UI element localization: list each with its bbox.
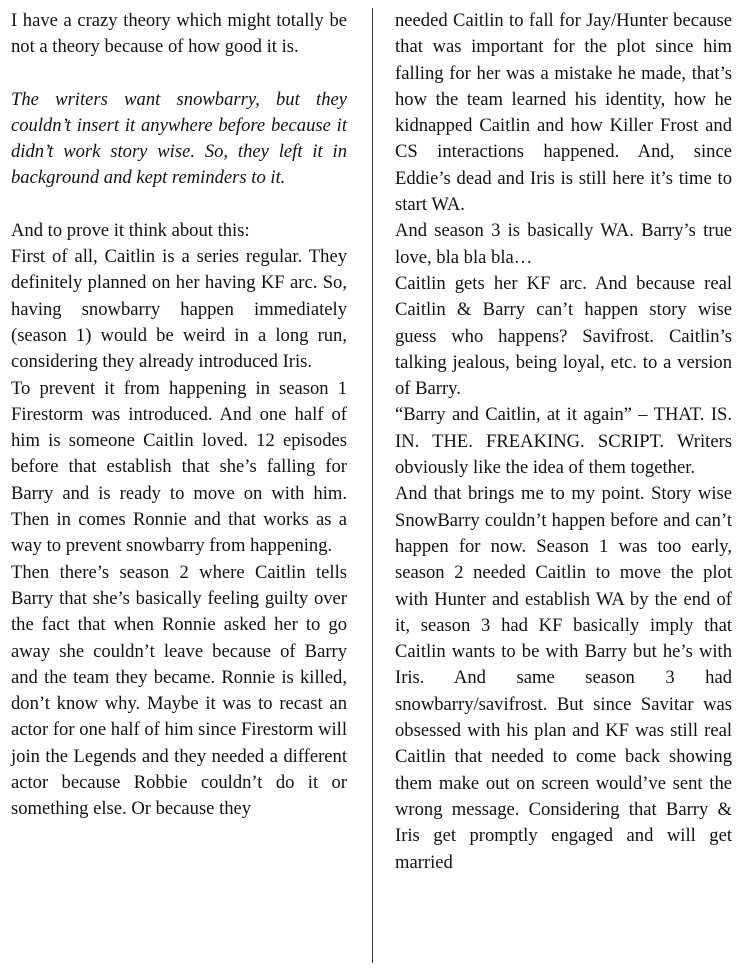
column-divider bbox=[372, 8, 373, 963]
paragraph: First of all, Caitlin is a series regular. They definitely planned on her having KF arc. So, having snowbarry happen immediately (season 1) would be weird in a long run, considering they already introduced Iris. bbox=[11, 246, 347, 373]
paragraph: And season 3 is basically WA. Barry’s true love, bla bla bla… bbox=[395, 220, 732, 268]
paragraph: “Barry and Caitlin, at it again” – THAT. IS. IN. THE. FREAKING. SCRIPT. Writers obviously like the idea of them together. bbox=[395, 404, 732, 479]
paragraph: And to prove it think about this: bbox=[11, 219, 250, 241]
left-column bbox=[11, 8, 347, 823]
paragraph: And that brings me to my point. Story wise SnowBarry couldn’t happen before and can’t happen for now. Season 1 was too early, season 2 needed Caitlin to move the plot with Hunter and establish WA by the end of it, season 3 had KF basically imply that Caitlin wants to be with Barry but he’s with Iris. And same season 3 had snowbarry/savifrost. But since Savitar was obsessed with his plan and KF was still real Caitlin that needed to come back showing them make out on screen would’ve sent the wrong message. Considering that Barry & Iris get promptly engaged and will get married bbox=[395, 483, 732, 873]
paragraph: needed Caitlin to fall for Jay/Hunter because that was important for the plot since him falling for her was a mistake he made, that’s how the team learned his identity, how he kidnapped Caitlin and how Killer Frost and CS interactions happened. And, since Eddie’s dead and Iris is still here it’s time to start WA. bbox=[395, 10, 732, 216]
paragraph: I have a crazy theory which might totally be not a theory because of how good it is. bbox=[11, 10, 347, 58]
paragraph: To prevent it from happening in season 1 Firestorm was introduced. And one half of him is someone Caitlin loved. 12 episodes before that establish that she’s falling for Barry and is ready to move on with him. Then in comes Ronnie and that works as a way to prevent snowbarry from happening. bbox=[11, 377, 347, 557]
right-column bbox=[395, 8, 732, 876]
paragraph: Caitlin gets her KF arc. And because real Caitlin & Barry can’t happen story wise guess who happens? Savifrost. Caitlin’s talking jealous, being loyal, etc. to a version of Barry. bbox=[395, 272, 732, 400]
paragraph: The writers want snowbarry, but they couldn’t insert it anywhere before because it didn’t work story wise. So, they left it in background and kept reminders to it. bbox=[11, 88, 347, 189]
paragraph: Then there’s season 2 where Caitlin tells Barry that she’s basically feeling guilty over the fact that when Ronnie asked her to go away she couldn’t leave because of Barry and the team they became. Ronnie is killed, don’t know why. Maybe it was to recast an actor for one half of him since Firestorm will join the Legends and they needed a different actor because Robbie couldn’t do it or something else. Or because they bbox=[11, 561, 347, 820]
